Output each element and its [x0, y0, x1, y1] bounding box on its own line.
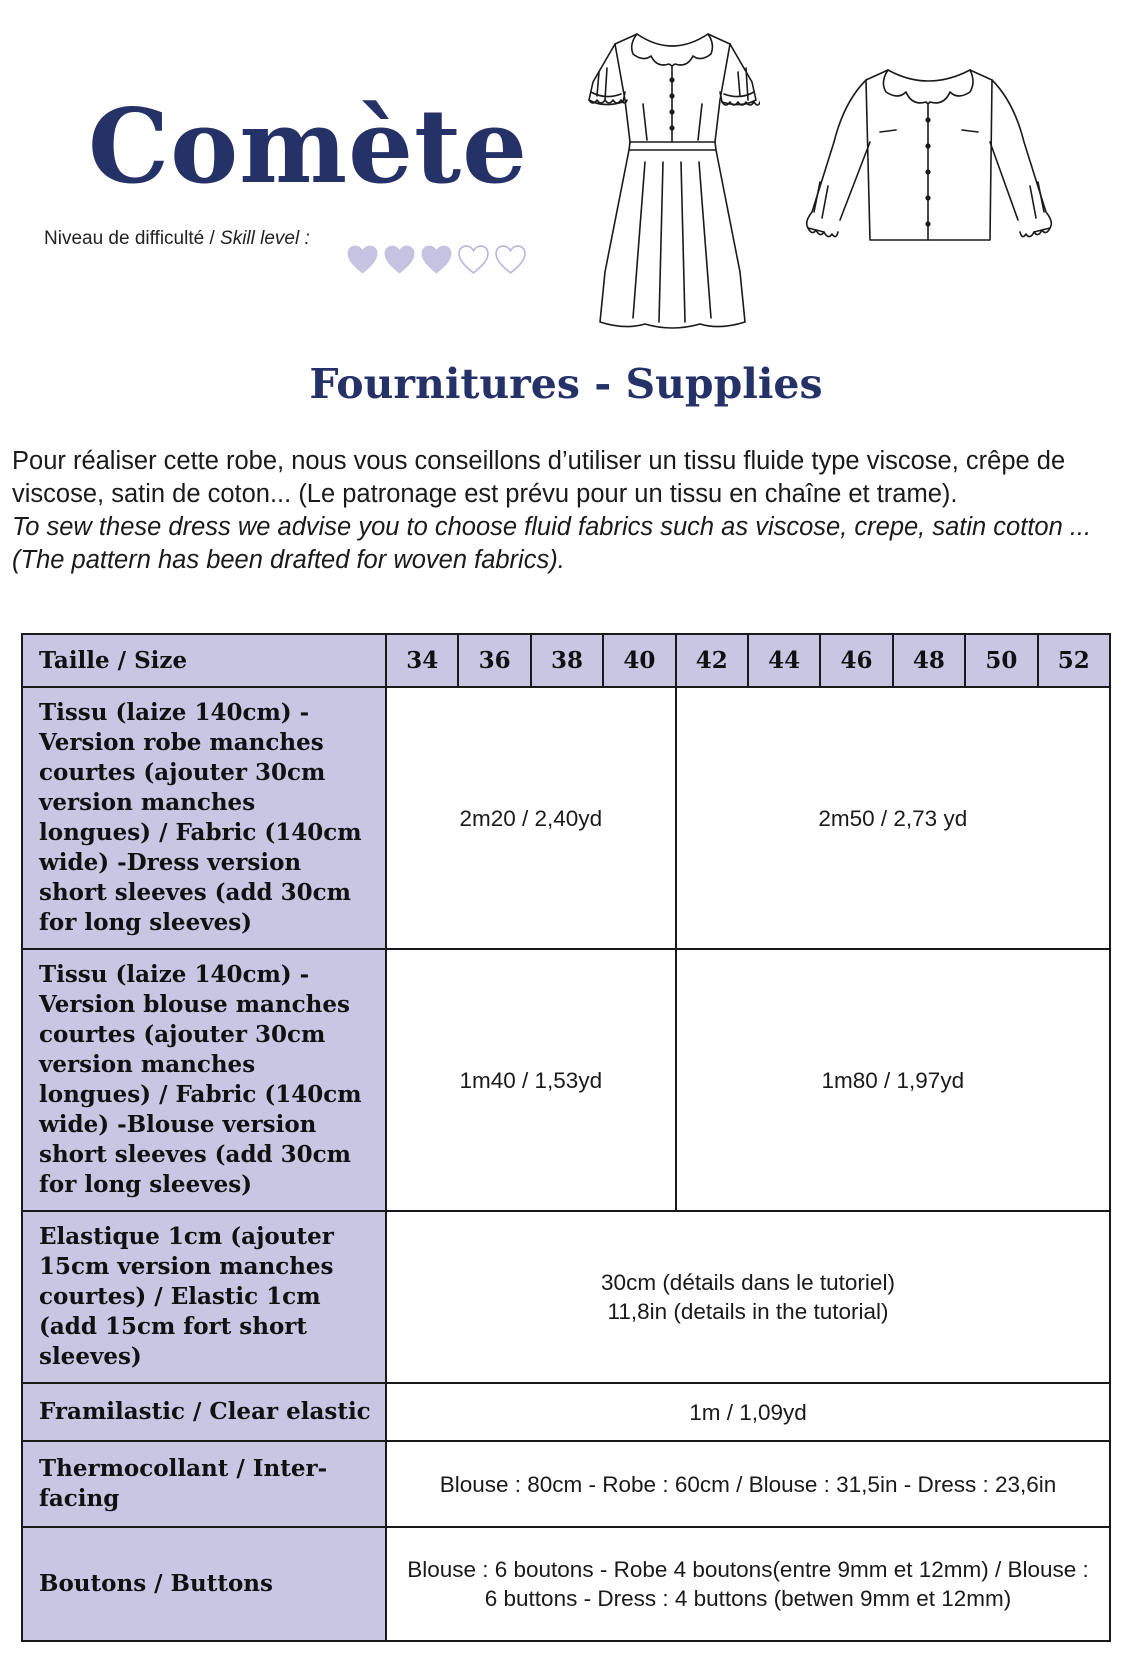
dress-illustration — [585, 22, 760, 337]
skill-label-en: Skill level : — [220, 228, 310, 249]
pattern-title: Comète — [88, 87, 529, 207]
row-label: Boutons / Buttons — [22, 1527, 386, 1641]
blouse-illustration — [800, 62, 1057, 250]
size-cell: 42 — [676, 634, 748, 687]
intro-french: Pour réaliser cette robe, nous vous conseillons d’utiliser un tissu fluide type viscose, crêpe de viscose, satin de coton... (Le patronage est prévu pour un tissu en chaîne et trame). — [12, 447, 1066, 508]
interfacing-value: Blouse : 80cm - Robe : 60cm / Blouse : 31,5in - Dress : 23,6in — [386, 1441, 1110, 1527]
heart-outline-icon — [457, 243, 490, 276]
row-label: Tissu (laize 140cm) - Version blouse manches courtes (ajouter 30cm version manches longues) / Fabric (140cm wide) -Blouse version short sleeves (add 30cm for long sleeves) — [22, 949, 386, 1211]
skill-level-rating — [346, 243, 527, 276]
skill-label-fr: Niveau de difficulté / — [44, 228, 221, 249]
size-cell: 46 — [820, 634, 892, 687]
elastic-value — [386, 1211, 1110, 1383]
elastic-value-en: 11,8in (details in the tutorial) — [607, 1299, 889, 1324]
section-title: Fournitures - Supplies — [309, 360, 823, 408]
value-sizes-42-52: 2m50 / 2,73 yd — [676, 687, 1110, 949]
clear-elastic-value: 1m / 1,09yd — [386, 1383, 1110, 1441]
size-header-row — [22, 634, 1110, 687]
dress-fabric-row — [22, 687, 1110, 949]
row-label: Tissu (laize 140cm) - Version robe manches courtes (ajouter 30cm version manches longues) / Fabric (140cm wide) -Dress version short sleeves (add 30cm for long sleeves) — [22, 687, 386, 949]
value-sizes-34-40: 1m40 / 1,53yd — [386, 949, 676, 1211]
size-header-label: Taille / Size — [22, 634, 386, 687]
heart-filled-icon — [420, 243, 453, 276]
value-sizes-34-40: 2m20 / 2,40yd — [386, 687, 676, 949]
blouse-fabric-row — [22, 949, 1110, 1211]
size-cell: 52 — [1038, 634, 1110, 687]
size-cell: 36 — [458, 634, 530, 687]
size-cell: 34 — [386, 634, 458, 687]
row-label: Framilastic / Clear elastic — [22, 1383, 386, 1441]
skill-level-label — [44, 228, 310, 250]
clear-elastic-row — [22, 1383, 1110, 1441]
value-sizes-42-52: 1m80 / 1,97yd — [676, 949, 1110, 1211]
row-label: Elastique 1cm (ajouter 15cm version manches courtes) / Elastic 1cm (add 15cm fort short sleeves) — [22, 1211, 386, 1383]
supplies-table — [21, 633, 1111, 1642]
row-label: Thermocollant / Inter-facing — [22, 1441, 386, 1527]
heart-filled-icon — [383, 243, 416, 276]
intro-english: To sew these dress we advise you to choose fluid fabrics such as viscose, crepe, satin cotton ... (The pattern has been drafted for woven fabrics). — [12, 513, 1092, 574]
size-cell: 50 — [965, 634, 1037, 687]
heart-outline-icon — [494, 243, 527, 276]
interfacing-row — [22, 1441, 1110, 1527]
size-cell: 40 — [603, 634, 675, 687]
intro-text — [12, 445, 1122, 577]
buttons-value: Blouse : 6 boutons - Robe 4 boutons(entre 9mm et 12mm) / Blouse : 6 buttons - Dress : 4 buttons (betwen 9mm et 12mm) — [386, 1527, 1110, 1641]
heart-filled-icon — [346, 243, 379, 276]
size-cell: 38 — [531, 634, 603, 687]
buttons-row — [22, 1527, 1110, 1641]
size-cell: 48 — [893, 634, 965, 687]
elastic-row — [22, 1211, 1110, 1383]
size-cell: 44 — [748, 634, 820, 687]
elastic-value-fr: 30cm (détails dans le tutoriel) — [601, 1270, 895, 1295]
